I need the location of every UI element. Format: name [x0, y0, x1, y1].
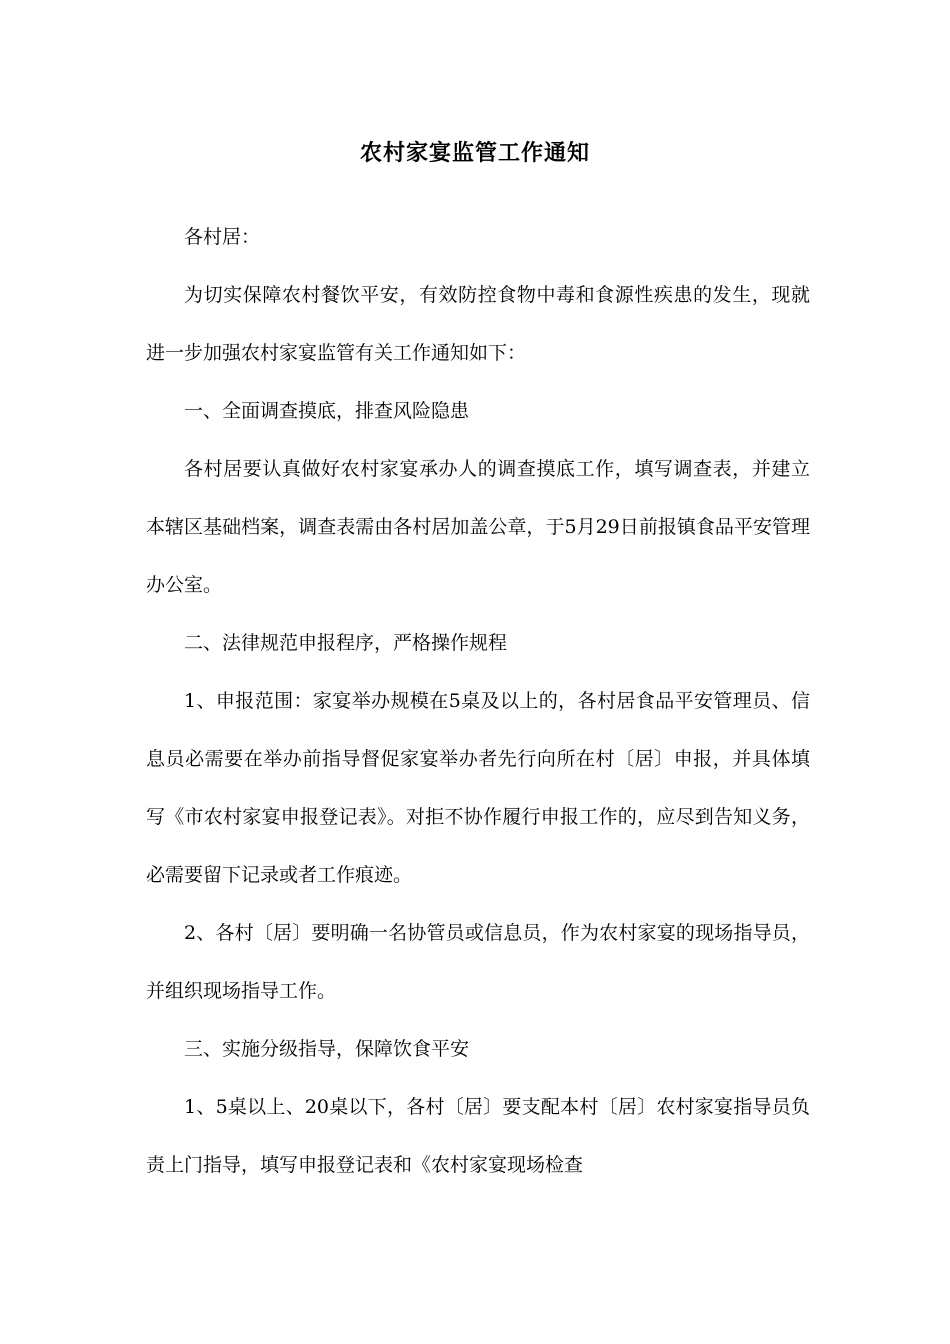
document-body [146, 208, 810, 1194]
section-heading-2: 二、法律规范申报程序，严格操作规程 [184, 632, 508, 654]
section-2-item-1: 1、申报范围：家宴举办规模在5桌及以上的，各村居食品平安管理员、信息员必需要在举办前指导督促家宴举办者先行向所在村〔居〕申报，并具体填写《市农村家宴申报登记表》。对拒不协作履行申报工作的，应尽到告知义务，必需要留下记录或者工作痕迹。 [146, 690, 810, 886]
section-3-item-1: 1、5桌以上、20桌以下，各村〔居〕要支配本村〔居〕农村家宴指导员负责上门指导，填写申报登记表和《农村家宴现场检查 [146, 1096, 810, 1176]
section-heading-1: 一、全面调查摸底，排查风险隐患 [184, 400, 470, 422]
document-title: 农村家宴监管工作通知 [359, 140, 590, 166]
intro-paragraph: 为切实保障农村餐饮平安，有效防控食物中毒和食源性疾患的发生，现就进一步加强农村家宴监管有关工作通知如下： [146, 284, 810, 364]
salutation: 各村居： [184, 226, 261, 248]
section-heading-3: 三、实施分级指导，保障饮食平安 [184, 1038, 470, 1060]
section-1-paragraph: 各村居要认真做好农村家宴承办人的调查摸底工作，填写调查表，并建立本辖区基础档案，调查表需由各村居加盖公章，于5月29日前报镇食品平安管理办公室。 [146, 458, 810, 596]
section-2-item-2: 2、各村〔居〕要明确一名协管员或信息员，作为农村家宴的现场指导员，并组织现场指导工作。 [146, 922, 810, 1002]
